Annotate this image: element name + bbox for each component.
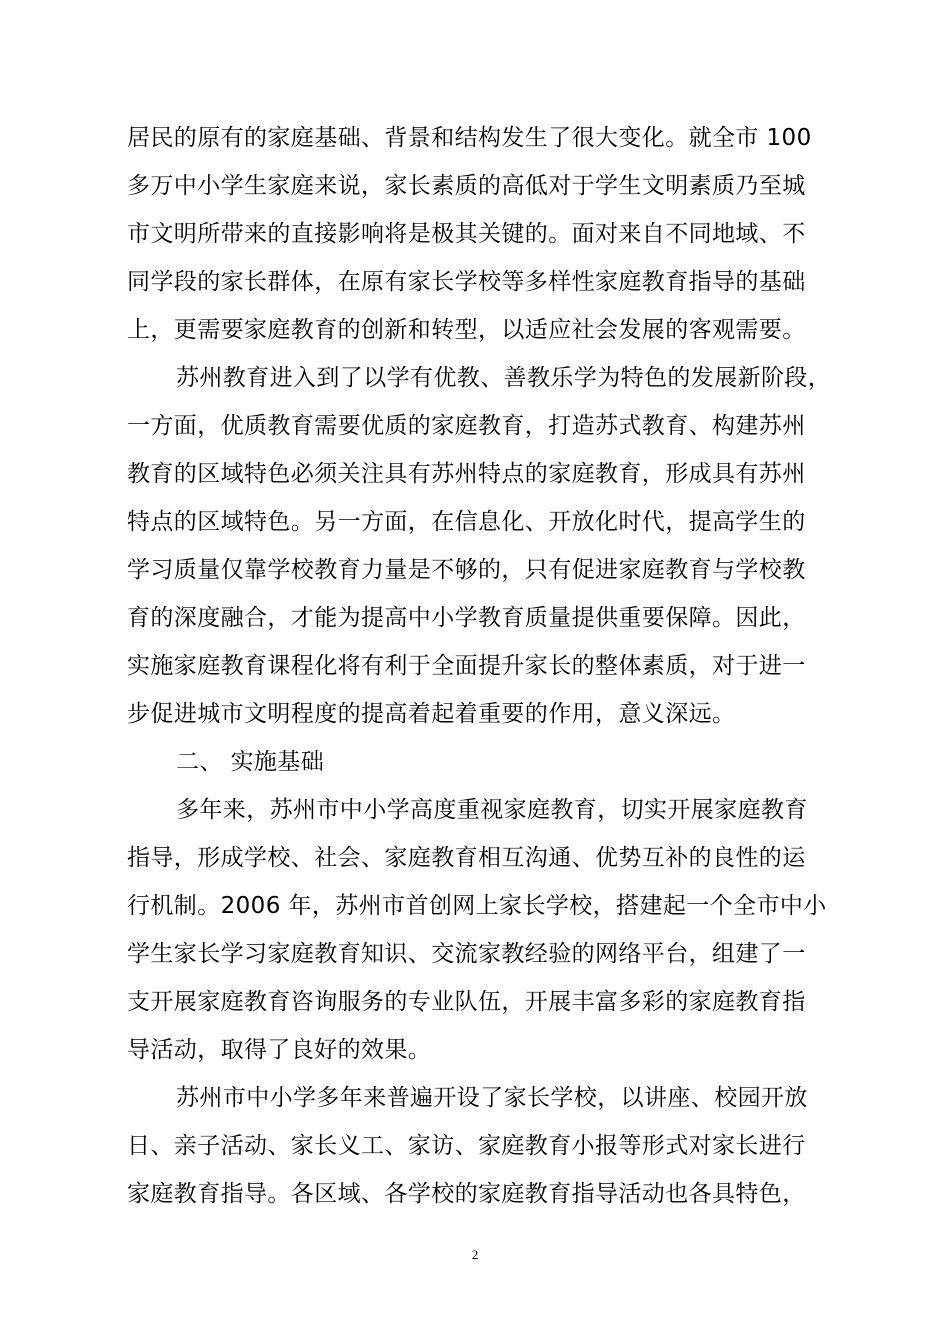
paragraph-3-line-2: 指导，形成学校、社会、家庭教育相互沟通、优势互补的良性的运 <box>127 845 806 871</box>
section-heading: 二、 实施基础 <box>176 749 325 775</box>
paragraph-2-line-5: 学习质量仅靠学校教育力量是不够的，只有促进家庭教育与学校教 <box>127 557 806 583</box>
paragraph-2-line-3: 教育的区域特色必须关注具有苏州特点的家庭教育，形成具有苏州 <box>127 461 806 487</box>
paragraph-2-line-2: 一方面，优质教育需要优质的家庭教育，打造苏式教育、构建苏州 <box>127 413 806 439</box>
paragraph-4-line-3: 家庭教育指导。各区域、各学校的家庭教育指导活动也各具特色， <box>127 1181 806 1207</box>
paragraph-2-line-4: 特点的区域特色。另一方面，在信息化、开放化时代，提高学生的 <box>127 509 806 535</box>
paragraph-2-line-8: 步促进城市文明程度的提高着起着重要的作用，意义深远。 <box>127 701 736 727</box>
paragraph-2-line-1: 苏州教育进入到了以学有优教、善教乐学为特色的发展新阶段， <box>176 365 832 391</box>
paragraph-2-line-6: 育的深度融合，才能为提高中小学教育质量提供重要保障。因此， <box>127 605 806 631</box>
paragraph-4-line-2: 日、亲子活动、家长义工、家访、家庭教育小报等形式对家长进行 <box>127 1133 806 1159</box>
paragraph-3-line-6: 导活动，取得了良好的效果。 <box>127 1037 432 1063</box>
paragraph-1-line-1: 居民的原有的家庭基础、背景和结构发生了很大变化。就全市 100 <box>127 125 812 151</box>
paragraph-3-line-4: 学生家长学习家庭教育知识、交流家教经验的网络平台，组建了一 <box>127 941 806 967</box>
paragraph-3-line-5: 支开展家庭教育咨询服务的专业队伍，开展丰富多彩的家庭教育指 <box>127 989 806 1015</box>
paragraph-1-line-3: 市文明所带来的直接影响将是极其关键的。面对来自不同地域、不 <box>127 221 806 247</box>
paragraph-1-line-5: 上，更需要家庭教育的创新和转型，以适应社会发展的客观需要。 <box>127 317 806 343</box>
paragraph-2-line-7: 实施家庭教育课程化将有利于全面提升家长的整体素质，对于进一 <box>127 653 806 679</box>
page-number: 2 <box>471 1247 479 1262</box>
paragraph-3-line-1: 多年来，苏州市中小学高度重视家庭教育，切实开展家庭教育 <box>176 797 808 823</box>
paragraph-1-line-2: 多万中小学生家庭来说，家长素质的高低对于学生文明素质乃至城 <box>127 173 806 199</box>
paragraph-1-line-4: 同学段的家长群体，在原有家长学校等多样性家庭教育指导的基础 <box>127 269 806 295</box>
paragraph-3-line-3: 行机制。2006 年，苏州市首创网上家长学校，搭建起一个全市中小 <box>127 893 827 919</box>
paragraph-4-line-1: 苏州市中小学多年来普遍开设了家长学校，以讲座、校园开放 <box>176 1085 808 1111</box>
